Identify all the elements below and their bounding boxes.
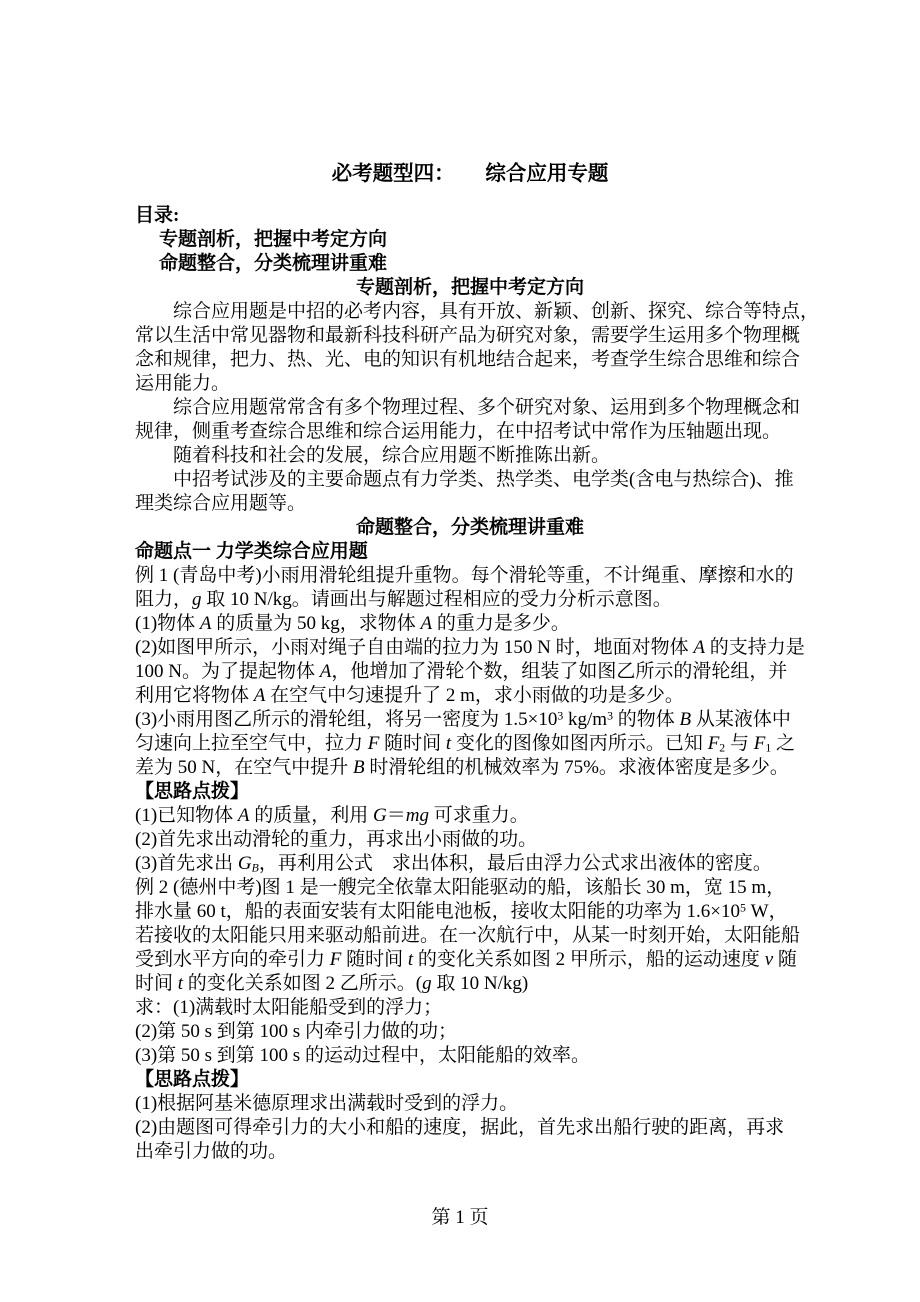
toc-item: 专题剖析，把握中考定方向 — [159, 229, 388, 250]
paragraph-line: 规律，侧重考查综合思维和综合运用能力，在中招考试中常作为压轴题出现。 — [135, 421, 782, 442]
paragraph-line: 100 N。为了提起物体 A，他增加了滑轮个数，组装了如图乙所示的滑轮组，并 — [135, 661, 788, 682]
paragraph-line: 理类综合应用题等。 — [135, 493, 307, 514]
topic-heading: 命题点一 力学类综合应用题 — [135, 541, 368, 562]
paragraph-line: 利用它将物体 A 在空气中匀速提升了 2 m，求小雨做的功是多少。 — [135, 685, 684, 706]
paragraph-line: 受到水平方向的牵引力 F 随时间 t 的变化关系如图 2 甲所示，船的运动速度 v 随 — [135, 949, 797, 970]
paragraph-line: 时间 t 的变化关系如图 2 乙所示。(g 取 10 N/kg) — [135, 973, 529, 994]
document-title: 必考题型四： 综合应用专题 — [331, 163, 609, 185]
paragraph-line: 常以生活中常见器物和最新科技科研产品为研究对象，需要学生运用多个物理概 — [135, 325, 801, 346]
paragraph-line: 求：(1)满载时太阳能船受到的浮力； — [135, 997, 443, 1018]
paragraph-line: 例 1 (青岛中考)小雨用滑轮组提升重物。每个滑轮等重，不计绳重、摩擦和水的 — [135, 565, 794, 586]
paragraph-line: 运用能力。 — [135, 373, 231, 394]
document-body — [135, 159, 820, 1164]
paragraph-line: (2)第 50 s 到第 100 s 内牵引力做的功； — [135, 1021, 457, 1042]
paragraph-line: 随着科技和社会的发展，综合应用题不断推陈出新。 — [173, 445, 611, 466]
paragraph-line: (3)小雨用图乙所示的滑轮组，将另一密度为 $1.5\times 10^3$ $kg/m^3$ 的物体 B 从某液体中 — [135, 709, 791, 730]
section-heading: 专题剖析，把握中考定方向 — [355, 277, 584, 298]
toc-label: 目录: — [135, 205, 180, 226]
section-heading: 命题整合，分类梳理讲重难 — [355, 517, 584, 538]
paragraph-line: 中招考试涉及的主要命题点有力学类、热学类、电学类(含电与热综合)、推 — [173, 469, 794, 490]
hint-heading: 【思路点拨】 — [135, 1069, 250, 1090]
paragraph-line: (1)物体 A 的质量为 50 kg，求物体 A 的重力是多少。 — [135, 613, 570, 634]
paragraph-line: 匀速向上拉至空气中，拉力 F 随时间 t 变化的图像如图丙所示。已知 $F_2$ 与 $F_1$ 之 — [135, 733, 795, 755]
paragraph-line: (3)首先求出 $G_B$，再利用公式 求出体积，最后由浮力公式求出液体的密度。 — [135, 853, 772, 875]
paragraph-line: 综合应用题是中招的必考内容，具有开放、新颖、创新、探究、综合等特点， — [173, 301, 820, 322]
paragraph-line: 排水量 60 t，船的表面安装有太阳能电池板，接收太阳能的功率为 $1.6\times 10^5$ W， — [135, 901, 788, 922]
hint-heading: 【思路点拨】 — [135, 781, 250, 802]
paragraph-line: (2)由题图可得牵引力的大小和船的速度，据此，首先求出船行驶的距离，再求 — [135, 1117, 785, 1138]
paragraph-line: 综合应用题常常含有多个物理过程、多个研究对象、运用到多个物理概念和 — [173, 397, 801, 418]
page-footer: 第 1 页 — [431, 1207, 489, 1228]
paragraph-line: (2)如图甲所示，小雨对绳子自由端的拉力为 150 N 时，地面对物体 A 的支持力是 — [135, 637, 805, 658]
paragraph-line: (3)第 50 s 到第 100 s 的运动过程中，太阳能船的效率。 — [135, 1045, 590, 1066]
paragraph-line: (2)首先求出动滑轮的重力，再求出小雨做的功。 — [135, 829, 538, 850]
paragraph-line: (1)根据阿基米德原理求出满载时受到的浮力。 — [135, 1093, 519, 1114]
paragraph-line: 例 2 (德州中考)图 1 是一艘完全依靠太阳能驱动的船，该船长 30 m，宽 15 m， — [135, 877, 786, 898]
paragraph-line: 阻力，g 取 10 N/kg。请画出与解题过程相应的受力分析示意图。 — [135, 589, 672, 610]
paragraph-line: 若接收的太阳能只用来驱动船前进。在一次航行中，从某一时刻开始，太阳能船 — [135, 925, 801, 946]
paragraph-line: (1)已知物体 A 的质量，利用 G＝mg 可求重力。 — [135, 805, 529, 826]
paragraph-line: 出牵引力做的功。 — [135, 1141, 288, 1162]
paragraph-line: 差为 50 N，在空气中提升 B 时滑轮组的机械效率为 75%。求液体密度是多少。 — [135, 757, 789, 778]
paragraph-line: 念和规律，把力、热、光、电的知识有机地结合起来，考查学生综合思维和综合 — [135, 349, 801, 370]
toc-item: 命题整合，分类梳理讲重难 — [159, 253, 388, 274]
